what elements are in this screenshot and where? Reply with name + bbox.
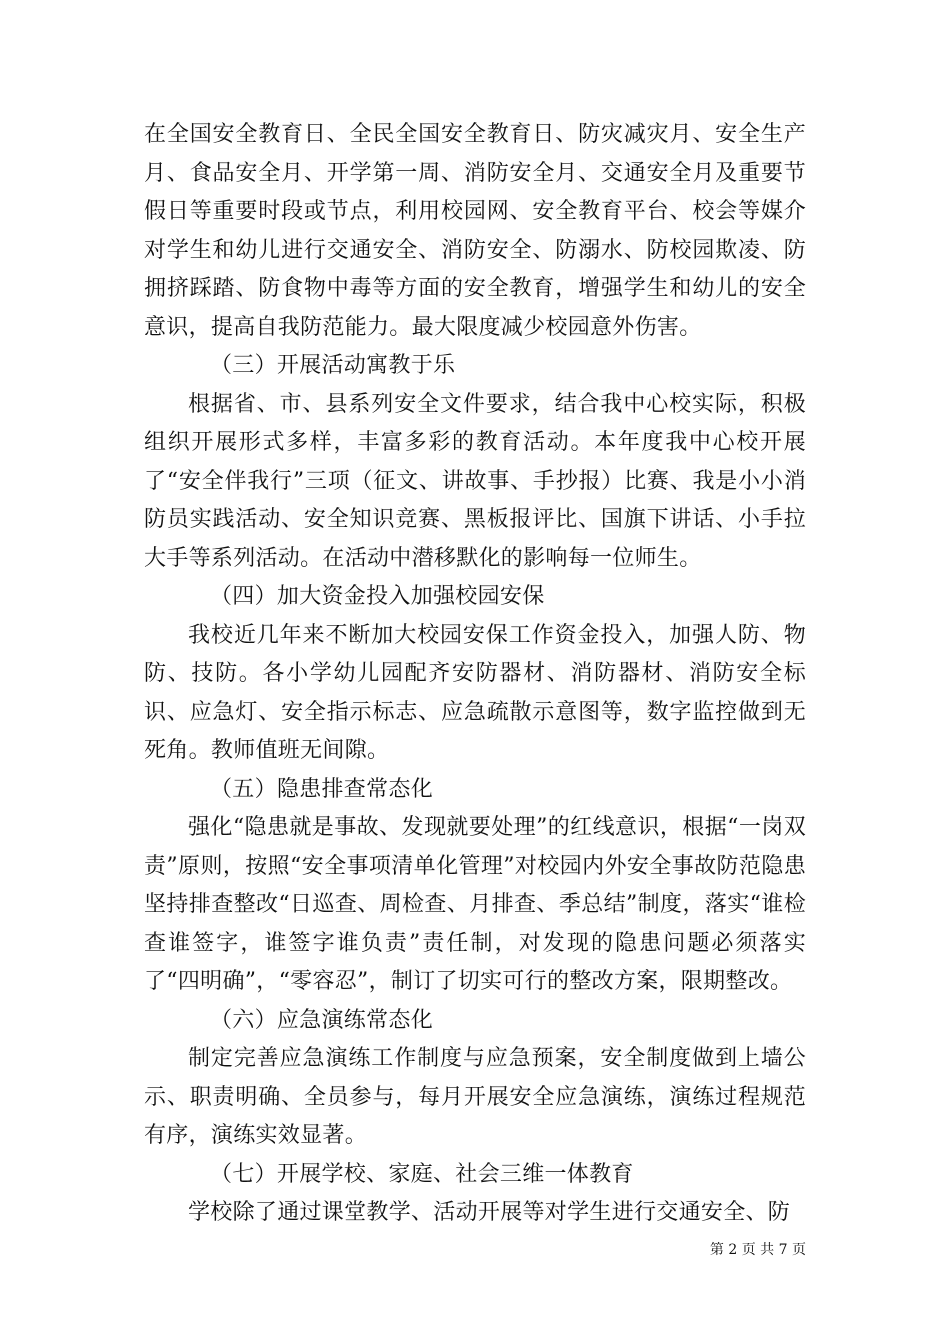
paragraph-hazard-inspection: 强化“隐患就是事故、发现就要处理”的红线意识，根据“一岗双责”原则，按照“安全事项清单化管理”对校园内外安全事故防范隐患坚持排查整改“日巡查、周检查、月排查、季总结”制度，落实“谁检查谁签字，谁签字谁负责”责任制，对发现的隐患问题必须落实了“四明确”，“零容忍”，制订了切实可行的整改方案，限期整改。 xyxy=(144,815,806,994)
page-number-footer: 第 2 页 共 7 页 xyxy=(709,1242,806,1258)
document-body xyxy=(144,116,806,1233)
section-heading-5: （五）隐患排查常态化 xyxy=(210,776,434,802)
section-heading-7: （七）开展学校、家庭、社会三维一体教育 xyxy=(210,1161,634,1187)
paragraph-intro: 在全国安全教育日、全民全国安全教育日、防灾减灾月、安全生产月、食品安全月、开学第一周、消防安全月、交通安全月及重要节假日等重要时段或节点，利用校园网、安全教育平台、校会等媒介对学生和幼儿进行交通安全、消防安全、防溺水、防校园欺凌、防拥挤踩踏、防食物中毒等方面的安全教育，增强学生和幼儿的安全意识，提高自我防范能力。最大限度减少校园意外伤害。 xyxy=(144,122,806,340)
paragraph-funding: 我校近几年来不断加大校园安保工作资金投入，加强人防、物防、技防。各小学幼儿园配齐安防器材、消防器材、消防安全标识、应急灯、安全指示标志、应急疏散示意图等，数字监控做到无死角。教师值班无间隙。 xyxy=(144,622,806,763)
paragraph-activities: 根据省、市、县系列安全文件要求，结合我中心校实际，积极组织开展形式多样，丰富多彩的教育活动。本年度我中心校开展了“安全伴我行”三项（征文、讲故事、手抄报）比赛、我是小小消防员实践活动、安全知识竞赛、黑板报评比、国旗下讲话、小手拉大手等系列活动。在活动中潜移默化的影响每一位师生。 xyxy=(144,391,806,571)
section-heading-4: （四）加大资金投入加强校园安保 xyxy=(210,584,545,609)
section-heading-6: （六）应急演练常态化 xyxy=(210,1007,434,1033)
paragraph-three-dimension-education: 学校除了通过课堂教学、活动开展等对学生进行交通安全、防 xyxy=(188,1200,791,1225)
section-heading-3: （三）开展活动寓教于乐 xyxy=(210,353,456,378)
paragraph-emergency-drills: 制定完善应急演练工作制度与应急预案，安全制度做到上墙公示、职责明确、全员参与，每月开展安全应急演练，演练过程规范有序，演练实效显著。 xyxy=(144,1046,806,1148)
